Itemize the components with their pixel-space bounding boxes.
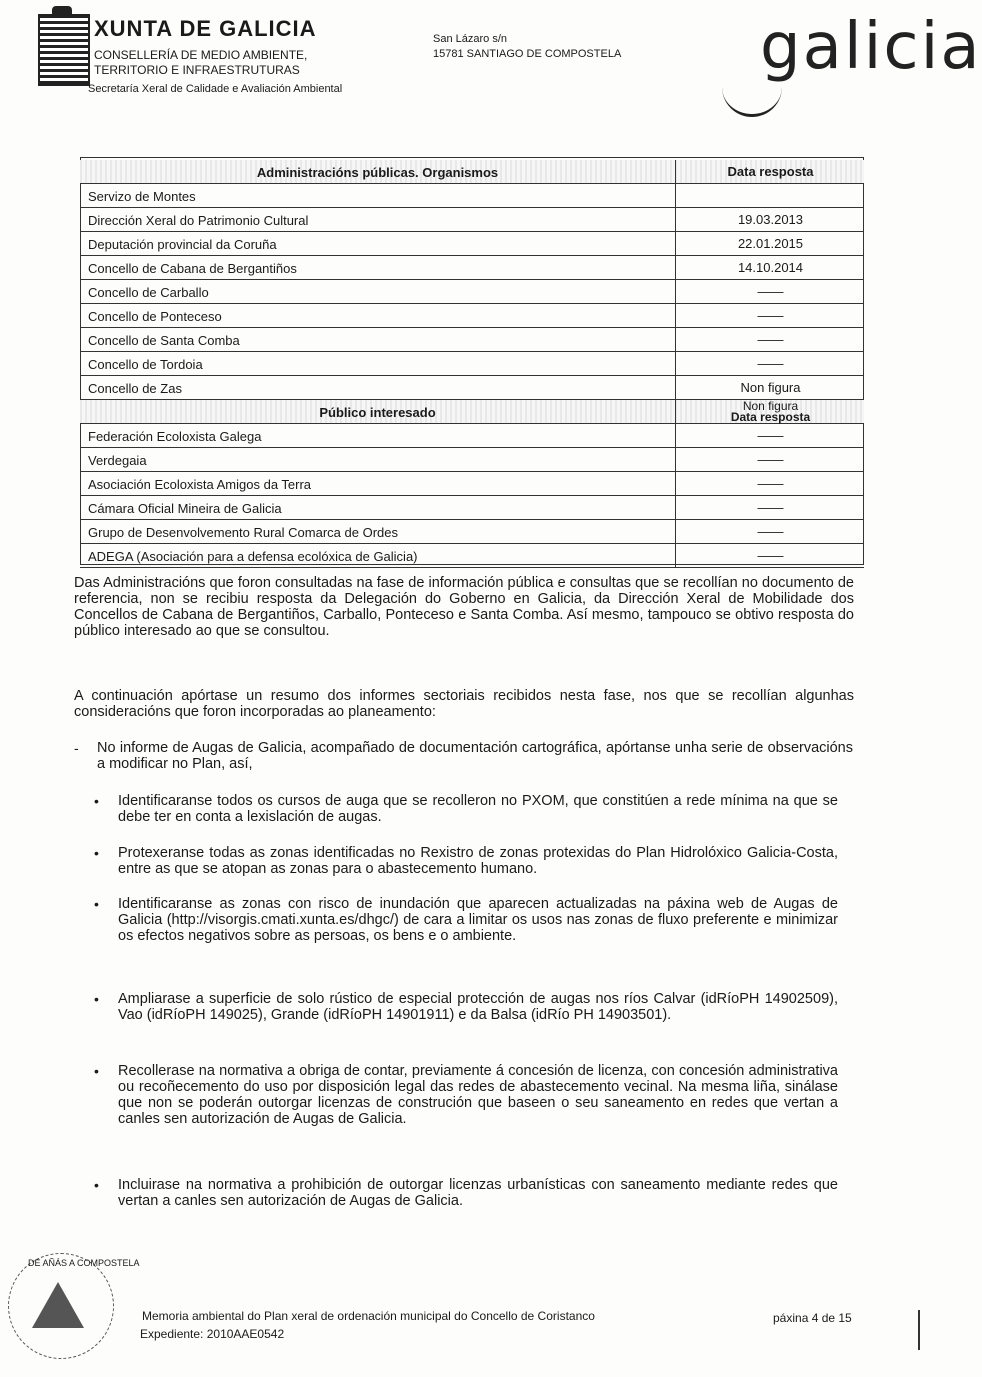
- table-cell-name: Servizo de Montes: [80, 184, 676, 207]
- table-cell-name: Verdegaia: [80, 448, 676, 471]
- bullet-icon: •: [94, 991, 99, 1007]
- table-cell-name: Asociación Ecoloxista Amigos da Terra: [80, 472, 676, 495]
- footer-page-number: páxina 4 de 15: [773, 1311, 852, 1325]
- table-cell-name: Federación Ecoloxista Galega: [80, 424, 676, 447]
- bullet-icon: •: [94, 1063, 99, 1079]
- table-cell-date: ——: [757, 500, 784, 515]
- table-cell-name: Deputación provincial da Coruña: [80, 232, 676, 255]
- table-row: [80, 472, 864, 496]
- table-row: [80, 232, 864, 256]
- table-cell-date: ——: [757, 548, 784, 563]
- seal-triangle-icon: [32, 1282, 84, 1328]
- footer-memoria: Memoria ambiental do Plan xeral de ordenación municipal do Concello de Coristanco: [142, 1309, 595, 1323]
- header-date-label: Data resposta: [727, 164, 814, 179]
- xunta-title: XUNTA DE GALICIA: [94, 16, 317, 41]
- address-street: San Lázaro s/n: [433, 33, 507, 45]
- xunta-crest-logo: [38, 14, 90, 86]
- seal-text: DE AÑÁS A COMPOSTELA: [28, 1258, 140, 1268]
- conselleria-line-2: TERRITORIO E INFRAESTRUTURAS: [94, 63, 300, 77]
- bullet-icon: •: [94, 793, 99, 809]
- dash-marker: -: [74, 740, 79, 756]
- table-cell-date: 14.10.2014: [737, 260, 804, 275]
- bullet-item: Ampliarase a superficie de solo rústico de especial protección de augas nos ríos Calvar (idRíoPH 14902509), Vao (idRíoPH 149025), Grande (idRíoPH 14901911) e da Balsa (idRío PH 14903501).: [118, 991, 838, 1023]
- bullet-icon: •: [94, 845, 99, 861]
- header-public-label: Público interesado: [80, 400, 676, 423]
- table-cell-name: Concello de Zas: [80, 376, 676, 399]
- table-cell-date: ——: [757, 332, 784, 347]
- table-cell-date: ——: [757, 452, 784, 467]
- table-header-admin: [80, 160, 864, 184]
- table-cell-name: Grupo de Desenvolvemento Rural Comarca de Ordes: [80, 520, 676, 543]
- address-city: 15781 SANTIAGO DE COMPOSTELA: [433, 48, 622, 60]
- table-header-public: [80, 400, 864, 424]
- header-date-label-2-text: Data resposta: [730, 410, 811, 424]
- bullet-item: Incluirase na normativa a prohibición de outorgar licenzas urbanísticas con saneamento mediante redes que vertan a canles sen autorización de Augas de Galicia.: [118, 1177, 838, 1209]
- table-cell-name: Concello de Santa Comba: [80, 328, 676, 351]
- table-row: [80, 496, 864, 520]
- table-cell-date: [677, 184, 864, 207]
- galicia-logo: galicia: [760, 10, 982, 84]
- table-row: [80, 208, 864, 232]
- table-row: [80, 280, 864, 304]
- table-cell-name: Cámara Oficial Mineira de Galicia: [80, 496, 676, 519]
- bullet-icon: •: [94, 896, 99, 912]
- secretaria-line: Secretaría Xeral de Calidade e Avaliación Ambiental: [88, 83, 343, 95]
- header-admin-label: Administracións públicas. Organismos: [80, 160, 676, 183]
- bullet-item: Recollerase na normativa a obriga de contar, previamente á concesión de licenza, con concesión administrativa ou recoñecemento do uso por disposición legal das redes de abastecemento vecinal. Na mesma liña, sinálase que non se poderán outorgar licenzas de construción que baseen o seu saneamento en redes que vertan a canles sen autorización de Augas de Galicia.: [118, 1063, 838, 1127]
- bullet-icon: •: [94, 1177, 99, 1193]
- table-cell-date: ——: [757, 476, 784, 491]
- bullet-item: Identificaranse as zonas con risco de inundación que aparecen actualizadas na páxina web de Augas de Galicia (http://visorgis.cmati.xunta.es/dhgc/) de cara a limitar os usos nas zonas de fluxo preferente e minimizar os efectos negativos sobre as persoas, os bens e o ambiente.: [118, 896, 838, 944]
- table-cell-name: Concello de Ponteceso: [80, 304, 676, 327]
- table-cell-name: Concello de Cabana de Bergantiños: [80, 256, 676, 279]
- bullet-item: Identificaranse todos os cursos de auga que se recolleron no PXOM, que constitúen a rede mínima na que se debe ter en conta a lexislación de augas.: [118, 793, 838, 825]
- consultation-table: [80, 160, 864, 568]
- header-date-label-2: [677, 400, 864, 424]
- table-cell-date: ——: [757, 308, 784, 323]
- table-row: [80, 424, 864, 448]
- table-row: [80, 256, 864, 280]
- margin-mark: [918, 1310, 920, 1350]
- table-row: [80, 184, 864, 208]
- table-cell-date: Non figura: [740, 380, 801, 395]
- table-cell-date: 22.01.2015: [737, 236, 804, 251]
- table-cell-date: ——: [757, 356, 784, 371]
- table-row: [80, 520, 864, 544]
- table-cell-date: ——: [757, 284, 784, 299]
- table-cell-name: Concello de Carballo: [80, 280, 676, 303]
- bullet-item: Protexeranse todas as zonas identificadas no Rexistro de zonas protexidas do Plan Hidrolóxico Galicia-Costa, entre as que se atopan as zonas para o abastecemento humano.: [118, 845, 838, 877]
- galicia-swoosh-icon: [722, 84, 782, 117]
- table-cell-name: Concello de Tordoia: [80, 352, 676, 375]
- table-cell-name: Dirección Xeral do Patrimonio Cultural: [80, 208, 676, 231]
- table-row: [80, 352, 864, 376]
- paragraph-no-response: Das Administracións que foron consultadas na fase de información pública e consultas que se recollían no documento de referencia, non se recibiu resposta da Delegación do Goberno en Galicia, da Dirección Xeral de Mobilidade dos Concellos de Cabana de Bergantiños, Carballo, Ponteceso e Santa Comba. Así mesmo, tampouco se obtivo resposta do público interesado ao que se consultou.: [74, 575, 854, 639]
- table-row: [80, 376, 864, 400]
- paragraph-summary-intro: A continuación apórtase un resumo dos informes sectoriais recibidos nesta fase, nos que se recollían algunhas consideracións que foron incorporadas ao planeamento:: [74, 688, 854, 720]
- table-row: [80, 544, 864, 568]
- table-cell-date: ——: [757, 524, 784, 539]
- table-cell-date: ——: [757, 428, 784, 443]
- table-row: [80, 448, 864, 472]
- table-row: [80, 328, 864, 352]
- conselleria-line-1: CONSELLERÍA DE MEDIO AMBIENTE,: [94, 48, 308, 62]
- augas-intro-item: No informe de Augas de Galicia, acompañado de documentación cartográfica, apórtanse unha serie de observacións a modificar no Plan, así,: [97, 740, 853, 772]
- footer-expediente: Expediente: 2010AAE0542: [140, 1327, 285, 1341]
- header-public-note: Non figura: [742, 399, 799, 413]
- table-cell-name: ADEGA (Asociación para a defensa ecolóxica de Galicia): [80, 544, 676, 567]
- table-row: [80, 304, 864, 328]
- table-cell-date: 19.03.2013: [737, 212, 804, 227]
